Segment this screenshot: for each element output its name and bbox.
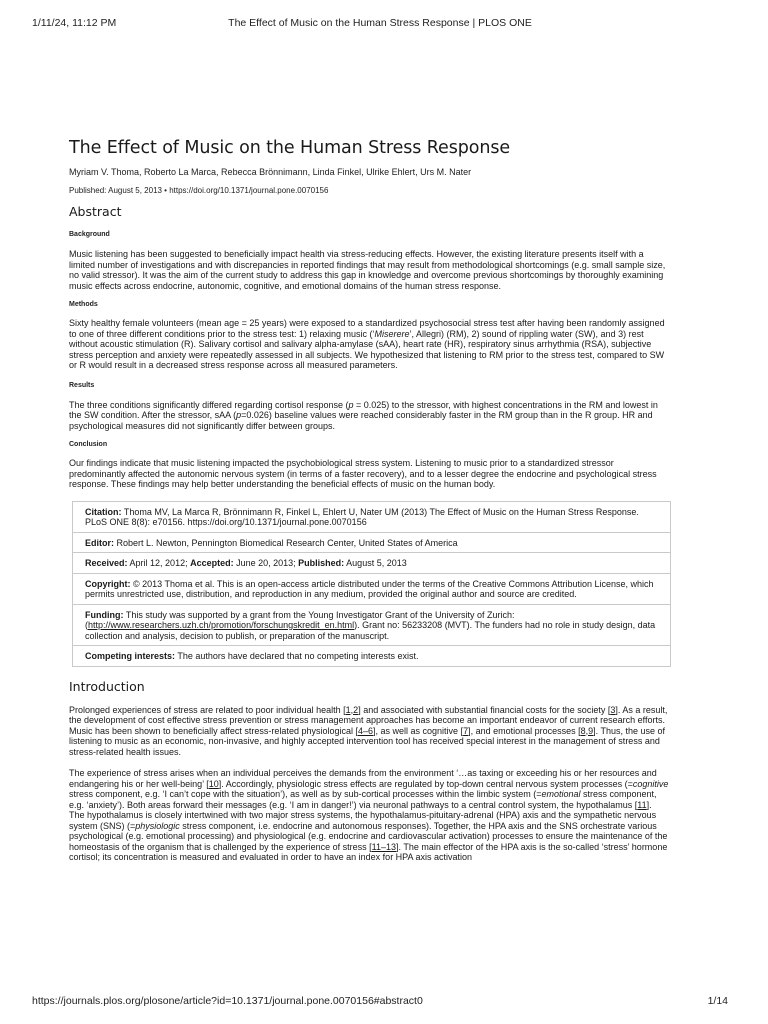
introduction-paragraph-1	[69, 705, 669, 758]
text-run: ], and emotional processes [	[468, 725, 581, 736]
reference-link[interactable]: 4–6	[357, 725, 374, 736]
text-run: ]. The main effector of the HPA axis is the so-called ‘stress’ hormone cortisol; its concentration is measured and evaluated in order to have an index for HPA axis activation	[69, 841, 668, 862]
dates-row: Received: April 12, 2012; Accepted: June 20, 2013; Published: August 5, 2013	[73, 552, 670, 573]
methods-text: Sixty healthy female volunteers (mean age = 25 years) were exposed to a standardized psychosocial stress test after having been randomly assigned to one of three different conditions prior to the stress test: 1) relaxing music (‘Miserere’, Allegri) (RM), 2) sound of rippling water (SW), and 3) rest without acoustic stimulation (R). Salivary cortisol and salivary alpha-amylase (sAA), heart rate (HR), respiratory sinus arrhythmia (RSA), subjective stress perception and anxiety were repeatedly assessed in all subjects. We hypothesized that listening to RM prior to the stress test, compared to SW or R would result in a decreased stress response across all measured parameters.	[69, 318, 665, 370]
emphasized-term: emotional	[541, 789, 581, 799]
text-run: stress component, i.e. endocrine and autonomous responses). Together, the HPA axis and the SNS orchestrate various psychological (e.g. emotional processing) and physiological (e.g. endocrine and cardiovascular activation) processes to ensure the maintenance of the homeostasis of the organism that is challenged by the experience of stress [	[69, 820, 668, 852]
text-run: ] and associated with substantial financial costs for the society [	[358, 704, 611, 715]
text-run: Prolonged experiences of stress are related to poor individual health [	[69, 704, 346, 715]
abstract-heading: Abstract	[69, 204, 122, 219]
results-heading: Results	[69, 381, 95, 389]
editor-row: Editor: Robert L. Newton, Pennington Biomedical Research Center, United States of America	[73, 532, 670, 553]
emphasized-term: cognitive	[632, 778, 669, 789]
background-heading: Background	[69, 231, 110, 238]
reference-link[interactable]: 11	[637, 799, 647, 810]
text-run: The experience of stress arises when an individual perceives the demands from the environment ‘…as taxing or exceeding his or her resources and endangering his or her well-being’ [	[69, 768, 657, 789]
reference-link[interactable]: 3	[610, 704, 616, 715]
print-header	[32, 17, 728, 31]
article-info-box	[72, 501, 671, 667]
publication-line[interactable]: Published: August 5, 2013 • https://doi.org/10.1371/journal.pone.0070156	[69, 186, 329, 195]
funding-link[interactable]: http://www.researchers.uzh.ch/promotion/forschungskredit_en.html	[88, 620, 355, 630]
background-text: Music listening has been suggested to beneficially impact health via stress-reducing effects. However, the existing literature presents itself with a limited number of investigations and with discrepancies in reported findings that may result from methodological shortcomings (e.g. small sample size, no valid stressor). It was the aim of the current study to address this gap in knowledge and overcome previous shortcomings by thoroughly examining music effects across endocrine, autonomic, cognitive, and emotional domains of the human stress response.	[69, 249, 666, 291]
reference-link[interactable]: 8,9	[580, 725, 594, 736]
text-run: stress component, e.g. ‘anxiety’). Both areas forward their messages (e.g. ‘I am in danger!’) via neuronal pathways to a central control system, the hypothalamus [	[69, 789, 657, 810]
text-run: stress component, e.g. ‘I can’t cope with the situation’), as well as by sub-cortical processes within the limbic system (=	[69, 789, 542, 799]
funding-row: Funding: This study was supported by a grant from the Young Investigator Grant of the University of Zurich: (http://www.researchers.uzh.ch/promotion/forschungskredit_en.html). Grant no: 56233208 (MVT). The funders had no role in study design, data collection and analysis, decision to publish, or preparation of the manuscript.	[73, 604, 670, 646]
reference-link[interactable]: 10	[208, 778, 219, 789]
print-footer	[32, 995, 728, 1009]
text-run: ]. The hypothalamus is closely intertwined with two major stress systems, the hypothalamus-pituitary-adrenal (HPA) axis and the sympathetic nervous system (SNS) (=	[69, 799, 657, 831]
copyright-row: Copyright: © 2013 Thoma et al. This is an open-access article distributed under the terms of the Creative Commons Attribution License, which permits unrestricted use, distribution, and reproduction in any medium, provided the original author and source are credited.	[73, 573, 670, 604]
conclusion-heading: Conclusion	[69, 441, 108, 448]
article-title: The Effect of Music on the Human Stress Response	[69, 138, 510, 158]
article-content	[69, 138, 669, 863]
text-run: ]. Thus, the use of listening to music as an economic, non-invasive, and highly accepted intervention tool has received special interest in the management of stress and stress-related health issues.	[69, 725, 666, 757]
reference-link[interactable]: 11–13	[371, 841, 397, 852]
author-list[interactable]: Myriam V. Thoma, Roberto La Marca, Rebecca Brönnimann, Linda Finkel, Ulrike Ehlert, Urs M. Nater	[69, 167, 472, 177]
citation-row: Citation: Thoma MV, La Marca R, Brönnimann R, Finkel L, Ehlert U, Nater UM (2013) The Effect of Music on the Human Stress Response. PLoS ONE 8(8): e70156. https://doi.org/10.1371/journal.pone.0070156	[85, 506, 639, 527]
methods-heading: Methods	[69, 301, 98, 308]
text-run: ]. Accordingly, physiologic stress effects are regulated by top-down central nervous system processes (=	[218, 778, 633, 789]
introduction-paragraph-2	[69, 768, 669, 863]
text-run: ], as well as cognitive [	[373, 725, 464, 736]
print-url: https://journals.plos.org/plosone/article?id=10.1371/journal.pone.0070156#abstract0	[32, 995, 423, 1007]
print-page-title: The Effect of Music on the Human Stress Response | PLOS ONE	[228, 17, 532, 29]
text-run: ]. As a result, the development of cost effective stress prevention or stress management approaches has become an important endeavor of current research efforts. Music has been shown to beneficially affect stress-related physiological [	[69, 704, 668, 736]
competing-interests-row: Competing interests: The authors have declared that no competing interests exist.	[73, 645, 670, 666]
print-page-number: 1/14	[707, 995, 728, 1007]
results-text: The three conditions significantly differed regarding cortisol response (p = 0.025) to the stressor, with highest concentrations in the RM and lowest in the SW condition. After the stressor, sAA (p=0.026) baseline values were reached considerably faster in the RM group than in the R group. HR and psychological measures did not significantly differ between groups.	[69, 399, 658, 431]
print-datetime: 1/11/24, 11:12 PM	[32, 17, 117, 29]
emphasized-term: physiologic	[135, 820, 180, 831]
reference-link[interactable]: 7	[463, 725, 469, 736]
conclusion-text: Our findings indicate that music listening impacted the psychobiological stress system. Listening to music prior to a standardized stressor predominantly affected the autonomic nervous system (in terms of a faster recovery), and to a lesser degree the endocrine and psychological stress response. These findings may help better understanding the beneficial effects of music on the human body.	[69, 458, 657, 489]
introduction-heading: Introduction	[69, 678, 145, 694]
reference-link[interactable]: 1,2	[345, 704, 359, 715]
